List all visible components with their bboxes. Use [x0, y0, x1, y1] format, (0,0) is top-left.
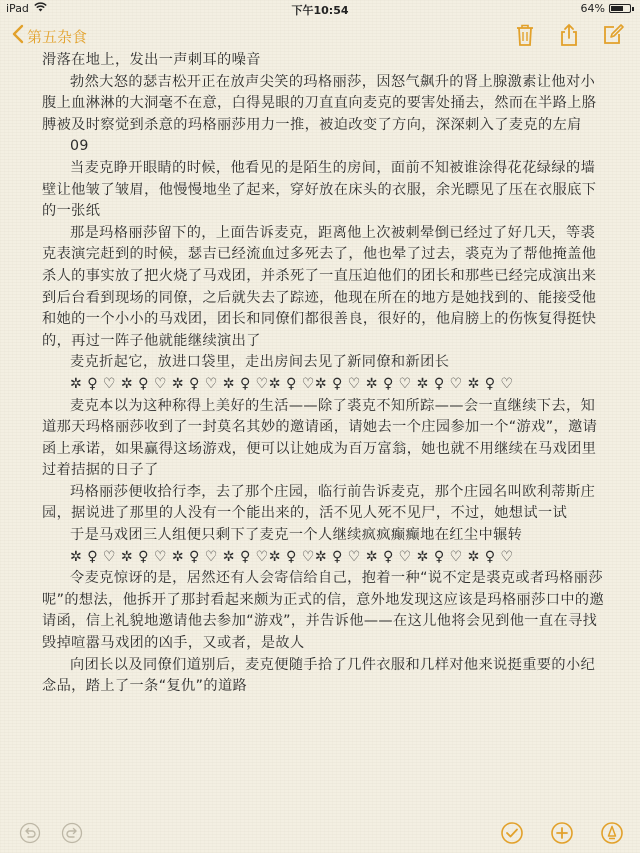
plus-icon[interactable] [550, 821, 574, 845]
paragraph: 那是玛格丽莎留下的，上面告诉麦克，距离他上次被刺晕倒已经过了好几天，等裘克表演完赶到的时候，瑟吉已经流血过多死去了，他也晕了过去，裘克为了帮他掩盖他杀人的事实放了把火烧了马戏团，并杀死了一直压迫他们的团长和那些已经完成演出来到后台看到现场的同僚，之后就失去了踪迹，他现在所在的地方是她找到的、能接受他和她的一个小小的马戏团，团长和同僚们都很善良，很好的，他肩膀上的伤恢复得挺快的，再过一阵子他就能继续演出了 [42, 224, 597, 349]
edit-tools [500, 821, 624, 845]
paragraph: 滑落在地上，发出一声刺耳的噪音 [42, 52, 261, 68]
share-icon[interactable] [556, 22, 582, 48]
bottom-toolbar [0, 813, 640, 853]
status-time: 下午10:54 [291, 4, 349, 17]
paragraph: 勃然大怒的瑟吉松开正在放声尖笑的玛格丽莎，因怒气飙升的肾上腺激素让他对小腹上血淋淋的大洞毫不在意，白得晃眼的刀直直向麦克的要害处捅去，然而在半路上胳膊被及时察觉到杀意的玛格丽莎用力一推，被迫改变了方向，深深刺入了麦克的左肩 [42, 73, 597, 133]
ornament-divider: ✲ ♀ ♡ ✲ ♀ ♡ ✲ ♀ ♡ ✲ ♀ ♡✲ ♀ ♡✲ ♀ ♡ ✲ ♀ ♡ ✲ ♀ ♡ ✲ ♀ ♡ [70, 548, 514, 565]
compose-icon[interactable] [600, 22, 626, 48]
trash-icon[interactable] [512, 22, 538, 48]
redo-icon[interactable] [60, 821, 84, 845]
ornament-divider: ✲ ♀ ♡ ✲ ♀ ♡ ✲ ♀ ♡ ✲ ♀ ♡✲ ♀ ♡✲ ♀ ♡ ✲ ♀ ♡ ✲ ♀ ♡ ✲ ♀ ♡ [70, 375, 514, 392]
note-body[interactable] [42, 50, 608, 698]
chevron-left-icon [12, 24, 24, 48]
back-button[interactable] [12, 24, 87, 48]
status-right [581, 2, 634, 15]
paragraph: 向团长以及同僚们道别后，麦克便随手拾了几件衣服和几样对他来说挺重要的小纪念品，踏上了一条“复仇”的道路 [42, 656, 596, 695]
chapter-number: 09 [70, 138, 89, 155]
history-controls [18, 821, 84, 845]
nav-actions [512, 22, 626, 48]
battery-fill [611, 6, 623, 11]
paragraph: 玛格丽莎便收拾行李，去了那个庄园，临行前告诉麦克，那个庄园名叫欧利蒂斯庄园，据说进了那里的人没有一个能出来的，活不见人死不见尸，不过，她想试一试 [42, 483, 596, 522]
undo-icon[interactable] [18, 821, 42, 845]
device-name: iPad [6, 2, 29, 15]
status-bar [0, 0, 640, 18]
paragraph: 当麦克睁开眼睛的时候，他看见的是陌生的房间，面前不知被谁涂得花花绿绿的墙壁让他皱了皱眉，他慢慢地坐了起来，穿好放在床头的衣服，余光瞟见了压在衣服底下的一张纸 [42, 159, 597, 220]
battery-percent: 64% [580, 2, 605, 15]
battery-icon [609, 4, 631, 13]
pen-icon[interactable] [600, 821, 624, 845]
paragraph: 麦克折起它，放进口袋里，走出房间去见了新同僚和新团长 [70, 354, 450, 371]
battery-nub [632, 7, 634, 11]
paragraph: 麦克本以为这种称得上美好的生活——除了裘克不知所踪——会一直继续下去，知道那天玛格丽莎收到了一封莫名其妙的邀请函，请她去一个庄园参加一个“游戏”，邀请函上承诺，如果赢得这场游戏，便可以让她成为百万富翁，她也就不用继续在马戏团里过着拮据的日子了 [42, 397, 598, 479]
paragraph: 令麦克惊讶的是，居然还有人会寄信给自己，抱着一种“说不定是裘克或者玛格丽莎呢”的想法，他拆开了那封看起来颇为正式的信，意外地发现这应该是玛格丽莎口中的邀请函，信上礼貌地邀请他去参加“游戏”，并告诉他——在这儿他将会见到他一直在寻找毁掉喧嚣马戏团的凶手，又或者，是故人 [42, 570, 605, 652]
back-label: 第五杂食 [27, 27, 88, 46]
checklist-icon[interactable] [500, 821, 524, 845]
nav-bar [0, 18, 640, 52]
paragraph: 于是马戏团三人组便只剩下了麦克一个人继续疯疯癫癫地在红尘中辗转 [70, 527, 523, 544]
